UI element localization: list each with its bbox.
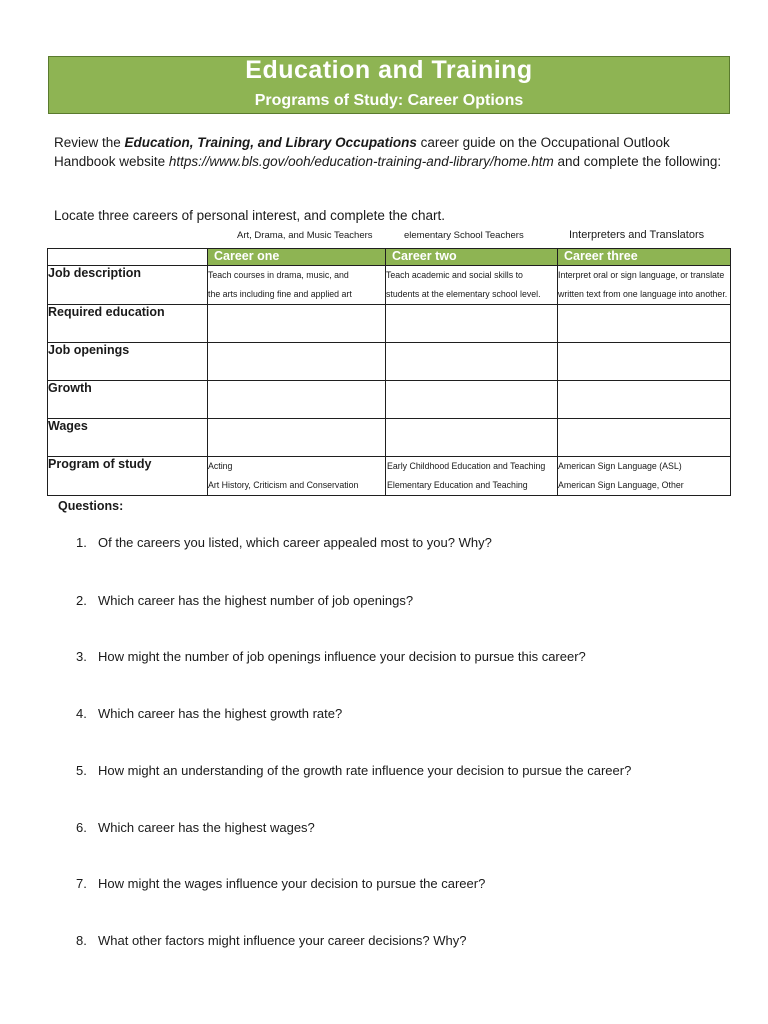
question-item	[76, 876, 485, 891]
chart-cell-program-of-study-career-3[interactable]	[558, 457, 731, 496]
question-item	[76, 820, 315, 835]
chart-cell-job-openings-career-1[interactable]	[208, 343, 386, 381]
chart-row-growth	[48, 381, 731, 419]
row-label-required-education: Required education	[48, 305, 208, 343]
career-name-three: Interpreters and Translators	[569, 229, 705, 241]
question-text: Which career has the highest number of job openings?	[98, 593, 414, 608]
question-text: What other factors might influence your career decisions? Why?	[98, 933, 467, 948]
question-item	[76, 535, 492, 550]
cell-line: written text from one language into another.	[558, 289, 728, 299]
question-number: 1.	[76, 535, 87, 550]
chart-cell-job-description-career-1[interactable]	[208, 266, 386, 305]
cell-line: Art History, Criticism and Conservation	[208, 480, 359, 490]
chart-row-program-of-study	[48, 457, 731, 496]
chart-cell-job-openings-career-2[interactable]	[386, 343, 558, 381]
chart-row-job-description	[48, 266, 731, 305]
cell-line: Elementary Education and Teaching	[387, 480, 528, 490]
chart-cell-program-of-study-career-2[interactable]	[386, 457, 558, 496]
cell-line: Acting	[208, 461, 233, 471]
question-text: Which career has the highest wages?	[98, 820, 315, 835]
cell-line: Early Childhood Education and Teaching	[387, 461, 546, 471]
chart-cell-program-of-study-career-1[interactable]	[208, 457, 386, 496]
cell-line: American Sign Language (ASL)	[558, 461, 682, 471]
row-label-program-of-study: Program of study	[48, 457, 208, 496]
chart-cell-wages-career-3[interactable]	[558, 419, 731, 457]
career-chart	[47, 248, 731, 496]
row-label-wages: Wages	[48, 419, 208, 457]
intro-text-3: and complete the following:	[553, 154, 722, 169]
chart-cell-required-education-career-3[interactable]	[558, 305, 731, 343]
question-item	[76, 706, 342, 721]
question-number: 4.	[76, 706, 87, 721]
row-label-growth: Growth	[48, 381, 208, 419]
question-item	[76, 933, 467, 948]
chart-header-row	[48, 249, 731, 266]
page-subtitle: Programs of Study: Career Options	[254, 92, 524, 109]
question-item	[76, 763, 631, 778]
cell-line: Interpret oral or sign language, or translate	[558, 270, 725, 280]
cell-line: Teach academic and social skills to	[386, 270, 523, 280]
cell-line: the arts including fine and applied art	[208, 289, 352, 299]
career-name-two: elementary School Teachers	[404, 230, 524, 241]
chart-row-required-education	[48, 305, 731, 343]
cell-line: American Sign Language, Other	[558, 480, 684, 490]
cell-line: Teach courses in drama, music, and	[208, 270, 349, 280]
chart-cell-required-education-career-2[interactable]	[386, 305, 558, 343]
chart-cell-growth-career-1[interactable]	[208, 381, 386, 419]
header-banner	[48, 56, 730, 114]
column-header-career-two: Career two	[386, 249, 558, 266]
question-text: Which career has the highest growth rate?	[98, 706, 343, 721]
question-item	[76, 593, 413, 608]
column-header-career-one: Career one	[208, 249, 386, 266]
chart-cell-job-description-career-3[interactable]	[558, 266, 731, 305]
intro-paragraph	[54, 133, 734, 171]
career-guide-title: Education, Training, and Library Occupations	[124, 135, 417, 150]
chart-cell-wages-career-1[interactable]	[208, 419, 386, 457]
row-label-job-openings: Job openings	[48, 343, 208, 381]
column-header-career-three: Career three	[558, 249, 731, 266]
questions-heading: Questions:	[58, 499, 124, 513]
question-number: 2.	[76, 593, 87, 608]
question-number: 5.	[76, 763, 87, 778]
question-text: Of the careers you listed, which career appealed most to you? Why?	[98, 535, 492, 550]
chart-cell-growth-career-2[interactable]	[386, 381, 558, 419]
question-number: 3.	[76, 649, 87, 664]
cell-line: students at the elementary school level.	[386, 289, 541, 299]
chart-cell-job-openings-career-3[interactable]	[558, 343, 731, 381]
bls-url-link[interactable]: https://www.bls.gov/ooh/education-training-and-library/home.htm	[168, 154, 554, 169]
chart-cell-required-education-career-1[interactable]	[208, 305, 386, 343]
chart-cell-job-description-career-2[interactable]	[386, 266, 558, 305]
question-number: 6.	[76, 820, 87, 835]
chart-row-job-openings	[48, 343, 731, 381]
row-label-job-description: Job description	[48, 266, 208, 305]
page-title: Education and Training	[245, 56, 533, 84]
question-text: How might the number of job openings influence your decision to pursue this career?	[98, 649, 586, 664]
question-text: How might an understanding of the growth rate influence your decision to pursue the career?	[98, 763, 632, 778]
question-number: 8.	[76, 933, 87, 948]
question-number: 7.	[76, 876, 87, 891]
intro-text-1: Review the	[54, 135, 125, 150]
question-text: How might the wages influence your decision to pursue the career?	[98, 876, 486, 891]
intro-text-2: career guide on the Occupational Outlook Handbook website	[54, 135, 670, 169]
question-item	[76, 649, 586, 664]
chart-cell-wages-career-2[interactable]	[386, 419, 558, 457]
career-name-one: Art, Drama, and Music Teachers	[237, 230, 373, 241]
locate-instruction: Locate three careers of personal interest, and complete the chart.	[54, 208, 445, 223]
chart-cell-growth-career-3[interactable]	[558, 381, 731, 419]
chart-corner	[48, 249, 208, 266]
chart-row-wages	[48, 419, 731, 457]
